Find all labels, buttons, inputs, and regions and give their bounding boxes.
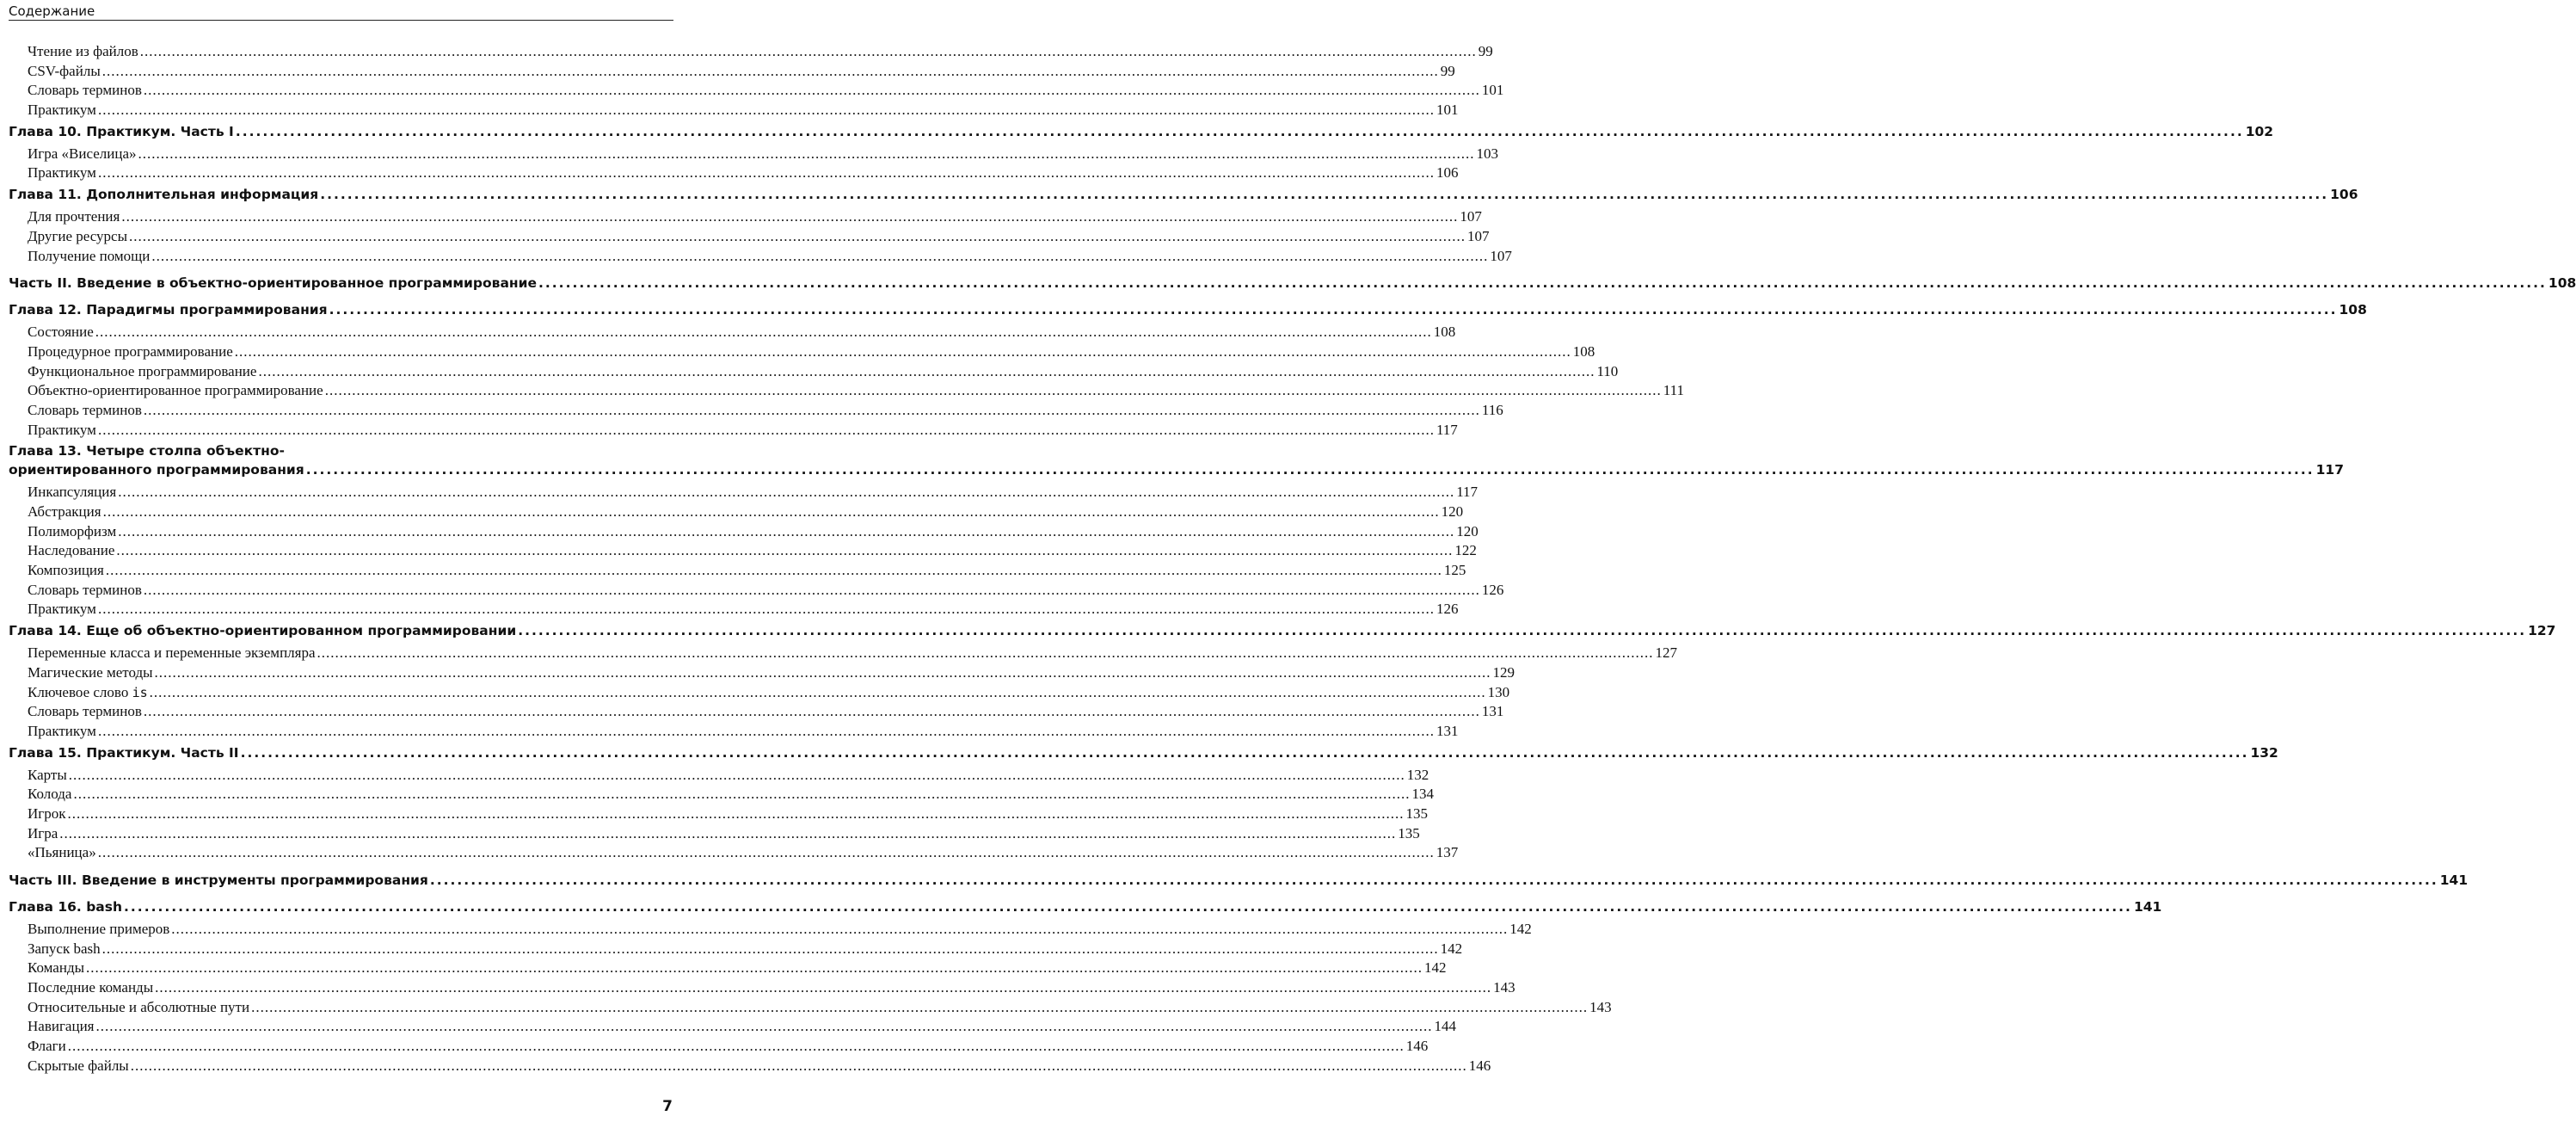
toc-entry-page: 99: [1478, 43, 1493, 59]
toc-entry-title: Запуск bash: [28, 940, 101, 957]
dot-leader: [138, 145, 1475, 164]
toc-chapter: [9, 300, 2367, 319]
toc-entry: [9, 581, 1504, 601]
dot-leader: [103, 502, 1440, 522]
dot-leader: [106, 561, 1442, 581]
code-keyword: is: [132, 684, 148, 700]
toc-entry-title: Практикум: [28, 421, 96, 438]
toc-entry-title: Флаги: [28, 1038, 66, 1055]
toc-entry-title: Последние команды: [28, 979, 154, 996]
toc-entry-page: 143: [1493, 979, 1515, 996]
toc-entry: [9, 145, 1499, 164]
header-title: Содержание: [9, 3, 95, 19]
toc-entry-page: 129: [1492, 663, 1515, 681]
toc-entry: [9, 342, 1595, 362]
dot-leader: [518, 621, 2526, 640]
toc-entry: [9, 644, 1678, 663]
toc-entry: [9, 1017, 1456, 1037]
toc-chapter: [9, 897, 2162, 916]
toc-entry: [9, 561, 1466, 581]
dot-leader: [236, 122, 2244, 141]
toc-entry: [9, 785, 1434, 805]
dot-leader: [118, 522, 1454, 542]
toc-entry-page: 101: [1436, 102, 1459, 119]
toc-entry-page: 146: [1468, 1057, 1491, 1074]
toc-entry-page: 117: [1436, 421, 1458, 438]
dot-leader: [98, 600, 1435, 620]
dot-leader: [121, 207, 1458, 227]
toc-entry-title: Функциональное программирование: [28, 362, 257, 379]
toc-entry-title: Состояние: [28, 324, 94, 341]
toc-entry-page: 126: [1481, 581, 1504, 598]
toc-entry-title-text: Ключевое слово: [28, 683, 132, 700]
toc-chapter-title: Глава 16. bash: [9, 899, 123, 915]
toc-entry: [9, 920, 1532, 940]
toc-entry-title: Полиморфизм: [28, 522, 117, 539]
toc-entry: [9, 522, 1479, 542]
dot-leader: [144, 702, 1480, 722]
toc-entry-page: 144: [1434, 1018, 1456, 1035]
page-number: 7: [662, 1098, 673, 1115]
dot-leader: [241, 743, 2249, 762]
dot-leader: [124, 897, 2132, 916]
toc-entry: [9, 323, 1456, 342]
toc-chapter-title: Глава 15. Практикум. Часть II: [9, 744, 239, 761]
toc-chapter-title: Глава 13. Четыре столпа объектно-: [9, 443, 285, 459]
toc-entry: [9, 766, 1429, 786]
toc-entry-page: 120: [1441, 503, 1464, 520]
dot-leader: [95, 323, 1432, 342]
toc-entry-title: Инкапсуляция: [28, 484, 117, 501]
dot-leader: [306, 460, 2315, 479]
toc-entry-page: 131: [1481, 703, 1504, 720]
toc-entry: [9, 824, 1420, 844]
running-header: [9, 0, 673, 21]
toc-entry-title: Для прочтения: [28, 208, 120, 225]
toc-part-page: 141: [2439, 872, 2468, 888]
toc-entry-title: Относительные и абсолютные пути: [28, 998, 250, 1015]
dot-leader: [144, 581, 1480, 601]
toc-entry-title: Словарь терминов: [28, 401, 142, 418]
toc-entry-page: 134: [1411, 786, 1434, 803]
toc-entry: [9, 683, 1510, 703]
toc-entry-page: 103: [1476, 145, 1499, 162]
toc-entry-title: Наследование: [28, 542, 115, 559]
toc-entry: [9, 998, 1612, 1018]
toc-entry-title: Практикум: [28, 601, 96, 618]
toc-chapter-page: 102: [2245, 123, 2274, 139]
toc-part: [9, 871, 2468, 890]
dot-leader: [317, 644, 1654, 663]
dot-leader: [155, 978, 1491, 998]
toc-entry: [9, 502, 1464, 522]
toc-chapter: [9, 621, 2556, 640]
toc-entry-title: Игрок: [28, 805, 66, 822]
toc-entry-page: 107: [1467, 227, 1490, 244]
dot-leader: [155, 663, 1491, 683]
toc-entry-page: 122: [1454, 542, 1477, 559]
toc-chapter-title: Глава 11. Дополнительная информация: [9, 187, 319, 203]
toc-entry: [9, 101, 1459, 120]
dot-leader: [258, 362, 1595, 382]
dot-leader: [102, 62, 1439, 82]
dot-leader: [73, 785, 1410, 805]
toc-entry: [9, 81, 1504, 101]
toc-chapter-page: 106: [2330, 187, 2358, 203]
toc-entry-page: 110: [1596, 362, 1619, 379]
toc-entry-title: Композиция: [28, 562, 104, 579]
toc-entry-page: 130: [1487, 683, 1510, 700]
dot-leader: [140, 42, 1477, 62]
dot-leader: [144, 81, 1480, 101]
toc-entry-page: 101: [1481, 82, 1504, 99]
dot-leader: [320, 185, 2328, 204]
toc-entry: [9, 247, 1512, 267]
toc-entry-page: 107: [1490, 247, 1512, 264]
toc-entry-page: 137: [1436, 844, 1459, 861]
toc-entry-title: Процедурное программирование: [28, 342, 233, 360]
toc-entry-page: 117: [1456, 484, 1479, 501]
toc-part-page: 108: [2548, 275, 2576, 292]
dot-leader: [150, 683, 1486, 703]
toc-entry-title: Игра «Виселица»: [28, 145, 137, 162]
toc-entry-page: 143: [1589, 998, 1612, 1015]
dot-leader: [98, 722, 1435, 742]
toc-entry-title: CSV-файлы: [28, 62, 101, 79]
toc-entry-page: 116: [1481, 401, 1503, 418]
toc-part: [9, 274, 2576, 293]
toc-entry-page: 125: [1443, 562, 1466, 579]
toc-entry-page: 111: [1663, 382, 1684, 399]
toc-entry-page: 126: [1436, 601, 1459, 618]
toc-chapter-page: 117: [2315, 462, 2344, 478]
toc-entry-title: Чтение из файлов: [28, 43, 138, 59]
dot-leader: [118, 483, 1454, 502]
dot-leader: [171, 920, 1508, 940]
toc-entry-title: Скрытые файлы: [28, 1057, 129, 1074]
dot-leader: [98, 163, 1435, 183]
toc-chapter: [9, 122, 2274, 141]
toc-entry: [9, 541, 1477, 561]
toc-chapter: [9, 185, 2358, 204]
toc-entry: [9, 959, 1447, 978]
toc-entry: [9, 702, 1504, 722]
toc-chapter-title: Глава 14. Еще об объектно-ориентированном программировании: [9, 623, 517, 639]
toc-entry: [9, 207, 1482, 227]
toc-chapter-title: Глава 10. Практикум. Часть I: [9, 123, 234, 139]
toc-entry-title: Получение помощи: [28, 247, 151, 264]
toc-chapter-title: Глава 12. Парадигмы программирования: [9, 302, 328, 318]
toc-entry-page: 132: [1406, 766, 1429, 783]
dot-leader: [235, 342, 1571, 362]
toc-entry: [9, 401, 1503, 421]
toc-entry-page: 108: [1572, 342, 1595, 360]
toc-entry-title: Словарь терминов: [28, 703, 142, 720]
toc-entry-page: 131: [1436, 722, 1459, 739]
toc-entry-title: Команды: [28, 959, 85, 977]
toc-entry-page: 142: [1440, 940, 1463, 957]
toc-entry-title: Игра: [28, 824, 58, 842]
toc-entry-title: Переменные класса и переменные экземпляра: [28, 644, 316, 662]
dot-leader: [102, 940, 1439, 959]
toc-entry: [9, 42, 1493, 62]
toc-part-title: Часть III. Введение в инструменты программирования: [9, 872, 428, 888]
dot-leader: [430, 871, 2438, 890]
toc-entry: [9, 663, 1515, 683]
dot-leader: [144, 401, 1480, 421]
toc-entry-page: 108: [1433, 324, 1456, 341]
toc-chapter: [9, 441, 2344, 479]
toc-entry-title: Абстракция: [28, 503, 101, 520]
toc-entry-title: Объектно-ориентированное программирование: [28, 382, 323, 399]
toc-entry-title: Словарь терминов: [28, 581, 142, 598]
dot-leader: [86, 959, 1423, 978]
dot-leader: [95, 1017, 1432, 1037]
toc-chapter: [9, 743, 2278, 762]
dot-leader: [98, 421, 1435, 441]
toc-entry-page: 107: [1460, 208, 1482, 225]
toc-entry-title: Карты: [28, 766, 67, 783]
toc-entry-title: Другие ресурсы: [28, 227, 127, 244]
dot-leader: [129, 227, 1466, 247]
toc-entry-page: 135: [1398, 824, 1420, 842]
toc-chapter-page: 127: [2528, 623, 2556, 639]
toc-entry-title: Практикум: [28, 164, 96, 182]
toc-entry: [9, 600, 1459, 620]
dot-leader: [151, 247, 1488, 267]
toc-chapter-page: 141: [2133, 899, 2162, 915]
dot-leader: [59, 824, 1396, 844]
dot-leader: [538, 274, 2547, 293]
toc-entry-page: 99: [1440, 62, 1455, 79]
dot-leader: [131, 1057, 1467, 1076]
dot-leader: [69, 766, 1405, 786]
dot-leader: [98, 843, 1435, 863]
toc-entry: [9, 381, 1684, 401]
toc-part-title: Часть II. Введение в объектно-ориентированное программирование: [9, 275, 538, 292]
toc-chapter-page: 108: [2339, 302, 2367, 318]
toc-entry-page: 127: [1655, 644, 1678, 662]
toc-entry-title: «Пьяница»: [28, 844, 96, 861]
toc-entry: [9, 978, 1515, 998]
toc-entry-page: 146: [1405, 1038, 1429, 1055]
table-of-contents: [9, 42, 2576, 1076]
toc-entry-page: 142: [1509, 921, 1532, 937]
toc-entry-title: Практикум: [28, 102, 96, 119]
dot-leader: [68, 1037, 1405, 1057]
toc-entry: [9, 62, 1455, 82]
toc-entry-page: 135: [1405, 805, 1429, 822]
dot-leader: [68, 805, 1405, 824]
dot-leader: [329, 300, 2338, 319]
toc-chapter-page: 132: [2250, 744, 2278, 761]
toc-entry-title: Выполнение примеров: [28, 921, 170, 937]
dot-leader: [116, 541, 1453, 561]
toc-entry: [9, 421, 1458, 441]
toc-entry-title: Колода: [28, 786, 72, 803]
toc-chapter-title-continued: ориентированного программирования: [9, 462, 304, 478]
toc-entry: [9, 805, 1429, 824]
toc-entry-title: Практикум: [28, 722, 96, 739]
toc-entry: [9, 1037, 1429, 1057]
toc-entry-page: 106: [1436, 164, 1459, 182]
toc-entry-title: Навигация: [28, 1018, 95, 1035]
dot-leader: [251, 998, 1588, 1018]
toc-entry: [9, 940, 1463, 959]
dot-leader: [325, 381, 1662, 401]
dot-leader: [98, 101, 1435, 120]
toc-entry: [9, 1057, 1491, 1076]
toc-entry: [9, 227, 1490, 247]
toc-entry-page: 120: [1456, 522, 1479, 539]
toc-entry-title: Словарь терминов: [28, 82, 142, 99]
toc-entry-title: Магические методы: [28, 663, 153, 681]
toc-entry: [9, 843, 1459, 863]
toc-entry: [9, 722, 1459, 742]
toc-entry-title: [28, 683, 148, 703]
toc-entry-page: 142: [1424, 959, 1447, 977]
toc-entry: [9, 362, 1619, 382]
toc-entry: [9, 483, 1479, 502]
toc-entry: [9, 163, 1459, 183]
